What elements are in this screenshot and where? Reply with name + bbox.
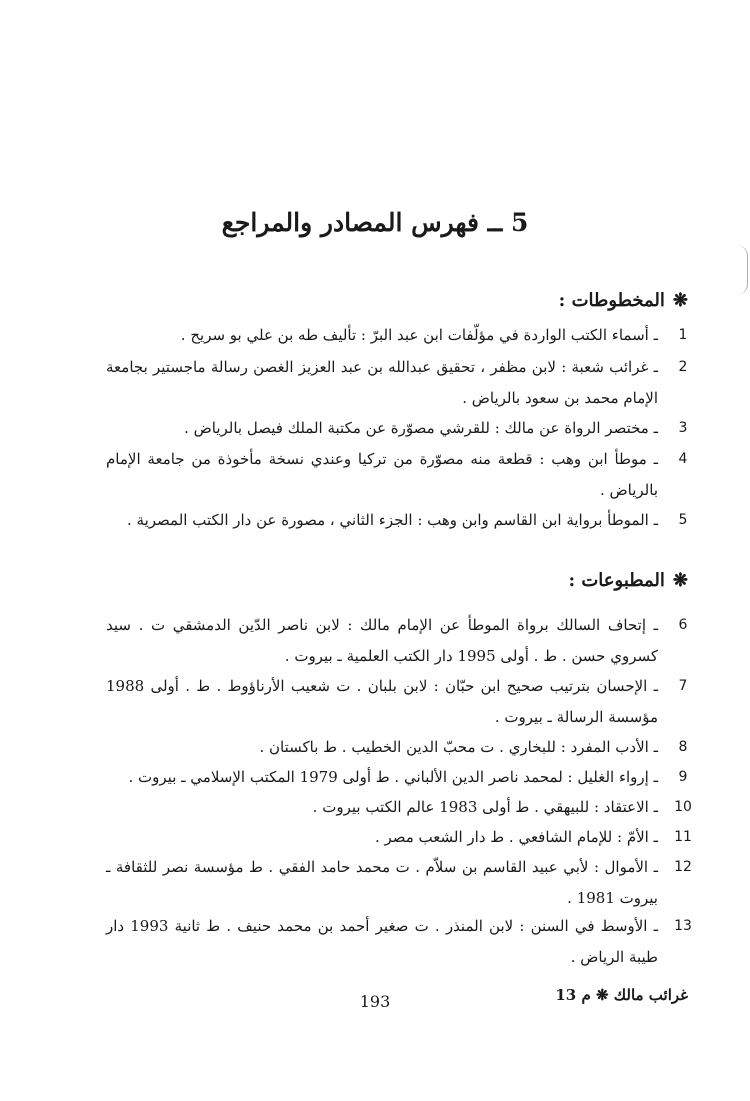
reference-entry [106, 444, 692, 506]
asterism-icon: ❋ [672, 290, 688, 311]
entry-number: 1 [678, 327, 688, 343]
entry-number: 9 [678, 769, 688, 785]
entry-text: ـ الإحسان بترتيب صحيح ابن حبّان : لابن بلبان . ت شعيب الأرناؤوط . ط . أولى 1988 مؤسسة الرسالة ـ بيروت . [106, 677, 658, 726]
entry-text: ـ إرواء الغليل : لمحمد ناصر الدين الألباني . ط أولى 1979 المكتب الإسلامي ـ بيروت . [128, 768, 658, 786]
entry-text: ـ الأمّ : للإمام الشافعي . ط دار الشعب مصر . [374, 828, 658, 846]
reference-entry [106, 911, 692, 973]
reference-entry [106, 610, 692, 672]
entry-number: 5 [678, 512, 688, 528]
reference-entry [106, 320, 692, 351]
entry-number: 12 [674, 859, 692, 875]
reference-entry [106, 822, 692, 853]
signature-mark: غرائب مالك ❋ م 13 [555, 986, 688, 1004]
section-heading-printed [568, 567, 688, 595]
section-heading-label: المطبوعات : [568, 570, 665, 591]
entry-number: 7 [678, 678, 688, 694]
entry-text: ـ الأموال : لأبي عبيد القاسم بن سلاّم . ت محمد حامد الفقي . ط مؤسسة نصر للثقافة ـ بيروت 1981 . [106, 858, 658, 907]
page-number: 193 [359, 992, 391, 1011]
reference-entry [106, 762, 692, 793]
entry-text: ـ موطأ ابن وهب : قطعة منه مصوّرة من تركيا وعندي نسخة مأخوذة من جامعة الإمام بالرياض . [106, 450, 658, 499]
reference-entry [106, 852, 692, 914]
reference-entry [106, 352, 692, 414]
entry-text: ـ الاعتقاد : للبيهقي . ط أولى 1983 عالم الكتب بيروت . [312, 798, 658, 816]
entry-text: ـ الأدب المفرد : للبخاري . ت محبّ الدين الخطيب . ط باكستان . [259, 738, 658, 756]
entry-number: 8 [678, 739, 688, 755]
entry-number: 2 [678, 359, 688, 375]
entry-number: 4 [678, 451, 688, 467]
page-title: 5 ــ فهرس المصادر والمراجع [221, 208, 529, 237]
page-edge-mark [737, 245, 748, 295]
entry-number: 3 [678, 420, 688, 436]
section-heading-manuscripts [559, 287, 688, 315]
entry-number: 11 [674, 829, 692, 845]
reference-entry [106, 671, 692, 733]
entry-text: ـ مختصر الرواة عن مالك : للقرشي مصوّرة عن مكتبة الملك فيصل بالرياض . [184, 419, 658, 437]
entry-text: ـ الموطأ برواية ابن القاسم وابن وهب : الجزء الثاني ، مصورة عن دار الكتب المصرية . [127, 511, 658, 529]
reference-entry [106, 732, 692, 763]
entry-number: 13 [674, 918, 692, 934]
entry-text: ـ أسماء الكتب الواردة في مؤلّفات ابن عبد البرّ : تأليف طه بن علي بو سريح . [180, 326, 658, 344]
entry-text: ـ غرائب شعبة : لابن مظفر ، تحقيق عبدالله بن عبد العزيز الغصن رسالة ماجستير بجامعة الإمام محمد بن سعود بالرياض . [106, 358, 658, 407]
reference-entry [106, 505, 692, 536]
reference-entry [106, 792, 692, 823]
entry-text: ـ الأوسط في السنن : لابن المنذر . ت صغير أحمد بن محمد حنيف . ط ثانية 1993 دار طيبة الرياض . [106, 917, 659, 966]
entry-text: ـ إتحاف السالك برواة الموطأ عن الإمام مالك : لابن ناصر الدّين الدمشقي ت . سيد كسروي حسن . ط . أولى 1995 دار الكتب العلمية ـ بيروت . [106, 616, 658, 665]
entry-number: 10 [674, 799, 692, 815]
asterism-icon: ❋ [672, 570, 688, 591]
entry-number: 6 [678, 617, 688, 633]
section-heading-label: المخطوطات : [558, 290, 665, 311]
reference-entry [106, 413, 692, 444]
